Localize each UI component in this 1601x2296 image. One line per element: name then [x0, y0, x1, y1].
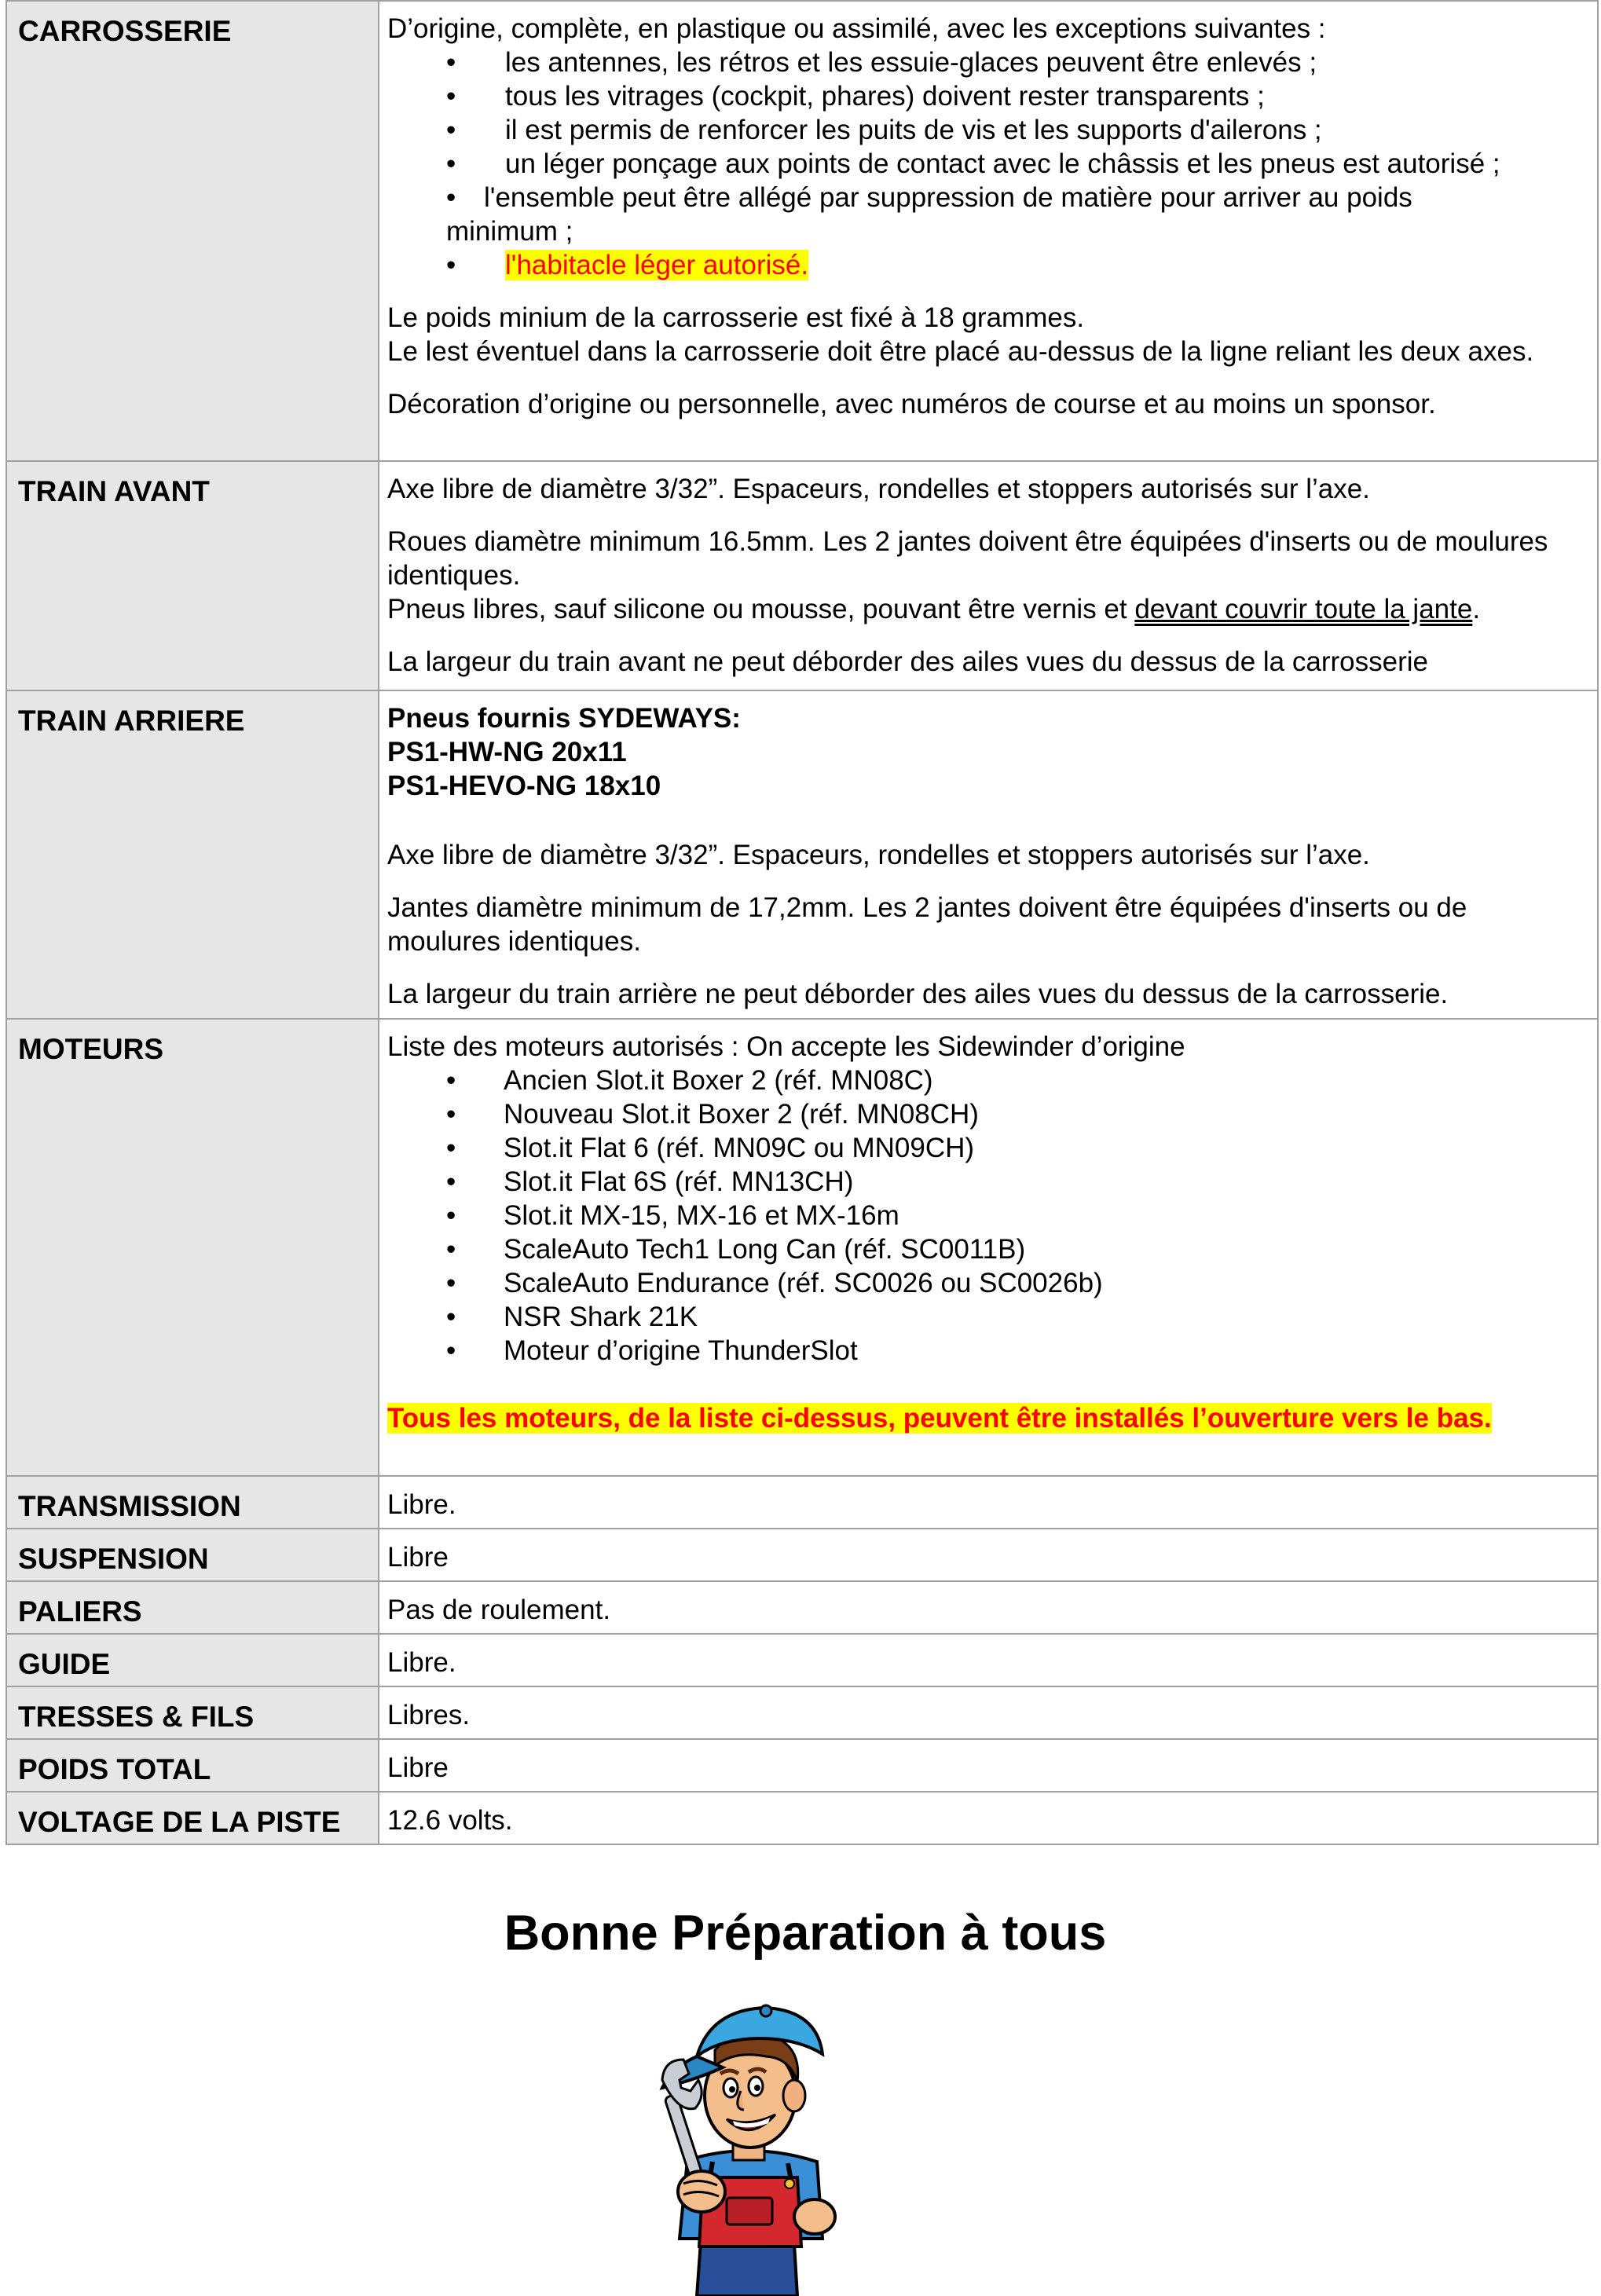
ballast-text: Le lest éventuel dans la carrosserie doit être placé au-dessus de la ligne reliant les deux axes.: [387, 336, 1534, 367]
closing-message: Bonne Préparation à tous: [504, 1906, 1107, 1961]
tyres-text-end: .: [1472, 594, 1481, 624]
row-tresses-fils: [6, 1686, 1598, 1739]
list-item: [446, 248, 1581, 282]
row-voltage: [6, 1792, 1598, 1844]
label-text: TRAIN ARRIERE: [18, 705, 245, 737]
row-label: [6, 1476, 379, 1529]
tyres-heading: Pneus fournis SYDEWAYS:: [387, 703, 741, 734]
label-text: MOTEURS: [18, 1033, 163, 1065]
motors-note: Tous les moteurs, de la liste ci-dessus, peuvent être installés l’ouverture vers le bas.: [387, 1403, 1492, 1434]
label-text: TRESSES & FILS: [18, 1701, 255, 1733]
axle-text: Axe libre de diamètre 3/32”. Espaceurs, rondelles et stoppers autorisés sur l’axe.: [387, 474, 1370, 504]
row-value: [379, 1, 1598, 461]
row-value: [379, 1529, 1598, 1581]
row-label: [6, 1581, 379, 1634]
exceptions-list: [387, 46, 1581, 214]
rims-text: Jantes diamètre minimum de 17,2mm. Les 2 jantes doivent être équipées d'inserts ou de moulures identiques.: [387, 892, 1467, 957]
width-text: La largeur du train arrière ne peut déborder des ailes vues du dessus de la carrosserie.: [387, 979, 1449, 1009]
motors-list: [387, 1064, 1581, 1368]
row-label: [6, 690, 379, 1019]
list-item: • Slot.it MX-15, MX-16 et MX-16m: [446, 1199, 1581, 1232]
row-train-arriere: [6, 690, 1598, 1019]
label-text: TRAIN AVANT: [18, 475, 210, 507]
list-item: • Ancien Slot.it Boxer 2 (réf. MN08C): [446, 1064, 1581, 1097]
row-carrosserie: [6, 1, 1598, 461]
value-text: Libre.: [387, 1647, 456, 1678]
motors-intro: Liste des moteurs autorisés : On accepte les Sidewinder d’origine: [387, 1031, 1185, 1062]
row-value: [379, 690, 1598, 1019]
tyre-ref: PS1-HEVO-NG 18x10: [387, 771, 661, 801]
value-text: Libre: [387, 1752, 449, 1783]
row-label: [6, 1739, 379, 1792]
row-suspension: [6, 1529, 1598, 1581]
row-value: [379, 1792, 1598, 1844]
list-item: • Slot.it Flat 6S (réf. MN13CH): [446, 1165, 1581, 1199]
underlined-text: devant couvrir toute la jante: [1134, 594, 1473, 624]
row-transmission: [6, 1476, 1598, 1529]
row-label: [6, 1686, 379, 1739]
label-text: GUIDE: [18, 1648, 111, 1680]
row-label: [6, 1019, 379, 1476]
list-item: • Moteur d’origine ThunderSlot: [446, 1334, 1581, 1368]
row-label: [6, 1, 379, 461]
tyres-text: [387, 592, 1581, 626]
value-text: Libre.: [387, 1489, 456, 1520]
list-item: • un léger ponçage aux points de contact avec le châssis et les pneus est autorisé ;: [446, 147, 1581, 181]
tyres-text-start: Pneus libres, sauf silicone ou mousse, pouvant être vernis et: [387, 594, 1135, 624]
list-item: • ScaleAuto Tech1 Long Can (réf. SC0011B): [446, 1232, 1581, 1266]
row-value: [379, 461, 1598, 690]
row-label: [6, 1792, 379, 1844]
row-value: [379, 1019, 1598, 1476]
intro-text: D’origine, complète, en plastique ou assimilé, avec les exceptions suivantes :: [387, 13, 1326, 44]
list-item: • il est permis de renforcer les puits de vis et les supports d'ailerons ;: [446, 113, 1581, 147]
highlight-list: [387, 248, 1581, 282]
value-text: Libre: [387, 1542, 449, 1573]
list-item: [446, 181, 1581, 214]
row-value: [379, 1634, 1598, 1686]
row-label: [6, 1634, 379, 1686]
list-item: • Slot.it Flat 6 (réf. MN09C ou MN09CH): [446, 1131, 1581, 1165]
row-poids-total: [6, 1739, 1598, 1792]
rules-table: [5, 0, 1599, 1845]
row-value: [379, 1686, 1598, 1739]
highlighted-text: l'habitacle léger autorisé.: [505, 250, 809, 280]
decoration-text: Décoration d’origine ou personnelle, avec numéros de course et au moins un sponsor.: [387, 389, 1436, 419]
weight-text: Le poids minium de la carrosserie est fixé à 18 grammes.: [387, 302, 1085, 333]
list-item: • NSR Shark 21K: [446, 1300, 1581, 1334]
list-item: • tous les vitrages (cockpit, phares) doivent rester transparents ;: [446, 79, 1581, 113]
row-value: [379, 1476, 1598, 1529]
row-value: [379, 1581, 1598, 1634]
row-guide: [6, 1634, 1598, 1686]
axle-text: Axe libre de diamètre 3/32”. Espaceurs, rondelles et stoppers autorisés sur l’axe.: [387, 840, 1370, 870]
label-text: VOLTAGE DE LA PISTE: [18, 1806, 341, 1838]
mechanic-illustration: [640, 1995, 856, 2296]
wheels-text: Roues diamètre minimum 16.5mm. Les 2 jantes doivent être équipées d'inserts ou de moulures identiques.: [387, 526, 1548, 591]
value-text: Pas de roulement.: [387, 1595, 611, 1625]
row-value: [379, 1739, 1598, 1792]
list-item: • ScaleAuto Endurance (réf. SC0026 ou SC0026b): [446, 1266, 1581, 1300]
value-text: Libres.: [387, 1700, 471, 1730]
width-text: La largeur du train avant ne peut déborder des ailes vues du dessus de la carrosserie: [387, 646, 1428, 677]
label-text: POIDS TOTAL: [18, 1753, 211, 1785]
label-text: CARROSSERIE: [18, 15, 232, 47]
list-item-continuation: minimum ;: [446, 216, 573, 247]
row-paliers: [6, 1581, 1598, 1634]
row-train-avant: [6, 461, 1598, 690]
tyre-ref: PS1-HW-NG 20x11: [387, 737, 627, 767]
label-text: SUSPENSION: [18, 1543, 209, 1575]
label-text: PALIERS: [18, 1595, 142, 1628]
row-label: [6, 461, 379, 690]
row-label: [6, 1529, 379, 1581]
row-moteurs: [6, 1019, 1598, 1476]
label-text: TRANSMISSION: [18, 1490, 241, 1522]
value-text: 12.6 volts.: [387, 1805, 513, 1836]
list-item-text: l'ensemble peut être allégé par suppression de matière pour arriver au poids: [484, 182, 1412, 213]
list-item: • les antennes, les rétros et les essuie-glaces peuvent être enlevés ;: [446, 46, 1581, 79]
list-item: • Nouveau Slot.it Boxer 2 (réf. MN08CH): [446, 1097, 1581, 1131]
